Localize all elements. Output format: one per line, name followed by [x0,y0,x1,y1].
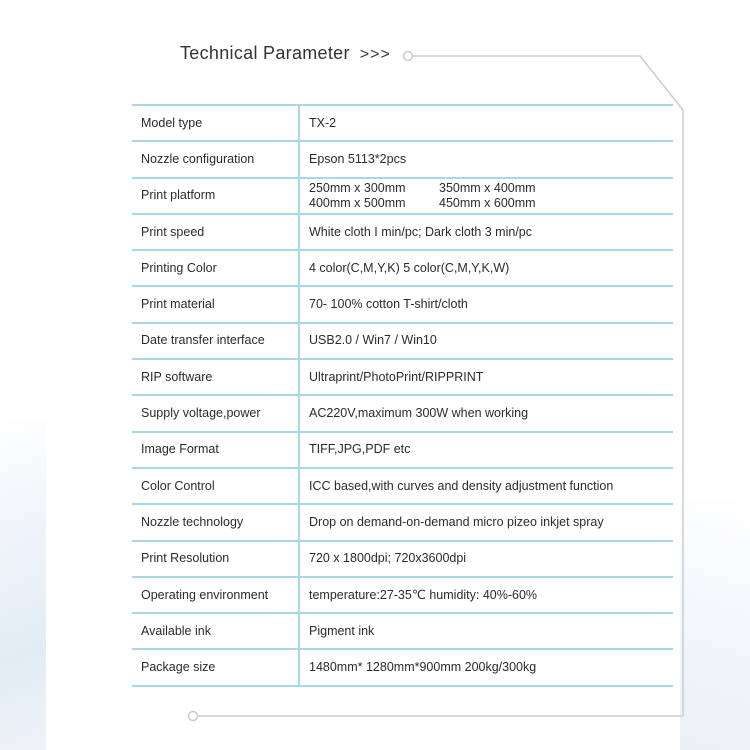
param-label: Print speed [132,214,299,250]
title-arrows: >>> [359,46,391,63]
param-value: Ultraprint/PhotoPrint/RIPPRINT [299,359,673,395]
param-value: 1480mm* 1280mm*900mm 200kg/300kg [299,649,673,685]
param-value: Drop on demand-on-demand micro pizeo inkjet spray [299,504,673,540]
param-label: RIP software [132,359,299,395]
frame-top-node-icon [404,52,413,61]
param-value: temperature:27-35℃ humidity: 40%-60% [299,577,673,613]
param-label: Nozzle technology [132,504,299,540]
param-label: Print material [132,286,299,322]
table-row [132,178,673,214]
table-row [132,323,673,359]
param-label: Nozzle configuration [132,141,299,177]
param-label: Supply voltage,power [132,395,299,431]
param-value: AC220V,maximum 300W when working [299,395,673,431]
param-label: Image Format [132,432,299,468]
platform-size: 400mm x 500mm [309,195,406,210]
table-row [132,613,673,649]
platform-size: 350mm x 400mm [439,180,536,195]
frame-bottom-node-icon [189,712,198,721]
param-value: TIFF,JPG,PDF etc [299,432,673,468]
param-value: USB2.0 / Win7 / Win10 [299,323,673,359]
param-label: Available ink [132,613,299,649]
section-title [180,43,391,64]
platform-size: 250mm x 300mm [309,180,406,195]
table-row [132,468,673,504]
param-label: Print platform [132,178,299,214]
param-label: Color Control [132,468,299,504]
table-row [132,577,673,613]
table-row [132,504,673,540]
table-row [132,214,673,250]
table-row [132,250,673,286]
table-row [132,432,673,468]
param-value-multiline [299,178,673,214]
background-gradient-left [0,420,46,750]
param-value: Pigment ink [299,613,673,649]
table-row [132,649,673,685]
technical-parameter-table [132,104,673,687]
param-value: White cloth I min/pc; Dark cloth 3 min/pc [299,214,673,250]
param-value: Epson 5113*2pcs [299,141,673,177]
section-title-text: Technical Parameter [180,43,350,63]
param-label: Printing Color [132,250,299,286]
table-row [132,359,673,395]
table-row [132,105,673,141]
table-row [132,541,673,577]
platform-size-line [309,181,673,196]
param-label: Print Resolution [132,541,299,577]
param-value: 720 x 1800dpi; 720x3600dpi [299,541,673,577]
param-label: Date transfer interface [132,323,299,359]
param-label: Model type [132,105,299,141]
table-row [132,286,673,322]
table-row [132,395,673,431]
param-label: Package size [132,649,299,685]
param-value: ICC based,with curves and density adjustment function [299,468,673,504]
param-label: Operating environment [132,577,299,613]
background-gradient-right [680,500,750,750]
param-value: TX-2 [299,105,673,141]
table-row [132,141,673,177]
param-value: 70- 100% cotton T-shirt/cloth [299,286,673,322]
platform-size-line [309,196,673,211]
param-value: 4 color(C,M,Y,K) 5 color(C,M,Y,K,W) [299,250,673,286]
platform-size: 450mm x 600mm [439,195,536,210]
